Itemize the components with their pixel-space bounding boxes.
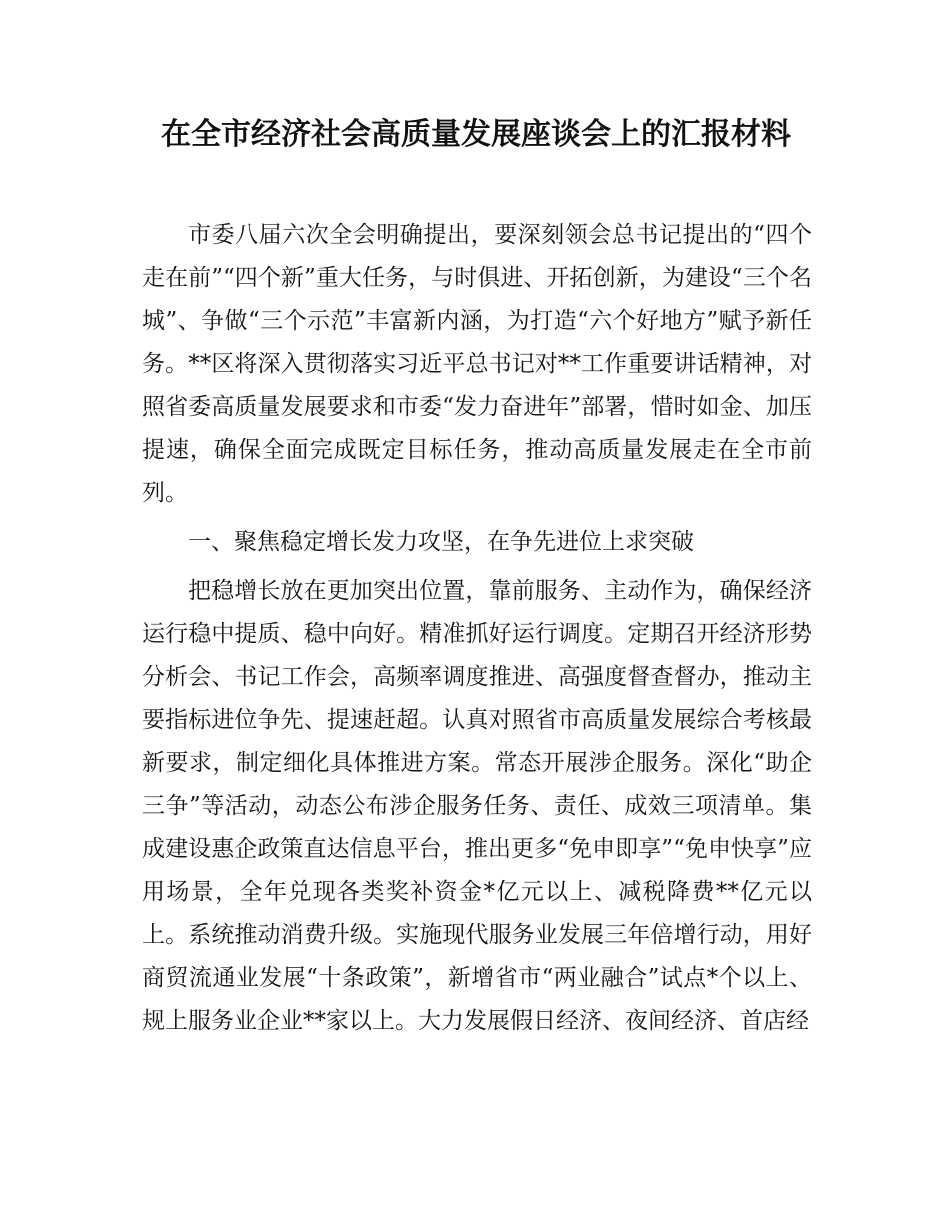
section-heading-1: 一、聚焦稳定增长发力攻坚，在争先进位上求突破 — [188, 529, 694, 555]
section-1-paragraph: 把稳增长放在更加突出位置，靠前服务、主动作为，确保经济运行稳中提质、稳中向好。精准抓好运行调度。定期召开经济形势分析会、书记工作会，高频率调度推进、高强度督查督办，推动主要指标进位争先、提速赶超。认真对照省市高质量发展综合考核最新要求，制定细化具体推进方案。常态开展涉企服务。深化“助企三争”等活动，动态公布涉企服务任务、责任、成效三项清单。集成建设惠企政策直达信息平台，推出更多“免申即享”“免申快享”应用场景，全年兑现各类奖补资金*亿元以上、减税降费**亿元以上。系统推动消费升级。实施现代服务业发展三年倍增行动，用好商贸流通业发展“十条政策”，新增省市“两业融合”试点*个以上、规上服务业企业**家以上。大力发展假日经济、夜间经济、首店经 — [142, 578, 812, 1034]
document-title: 在全市经济社会高质量发展座谈会上的汇报材料 — [161, 117, 791, 152]
document-body — [142, 214, 812, 1043]
intro-paragraph: 市委八届六次全会明确提出，要深刻领会总书记提出的“四个走在前”“四个新”重大任务，与时俱进、开拓创新，为建设“三个名城”、争做“三个示范”丰富新内涵，为打造“六个好地方”赋予新任务。**区将深入贯彻落实习近平总书记对**工作重要讲话精神，对照省委高质量发展要求和市委“发力奋进年”部署，惜时如金、加压提速，确保全面完成既定目标任务，推动高质量发展走在全市前列。 — [142, 222, 812, 506]
